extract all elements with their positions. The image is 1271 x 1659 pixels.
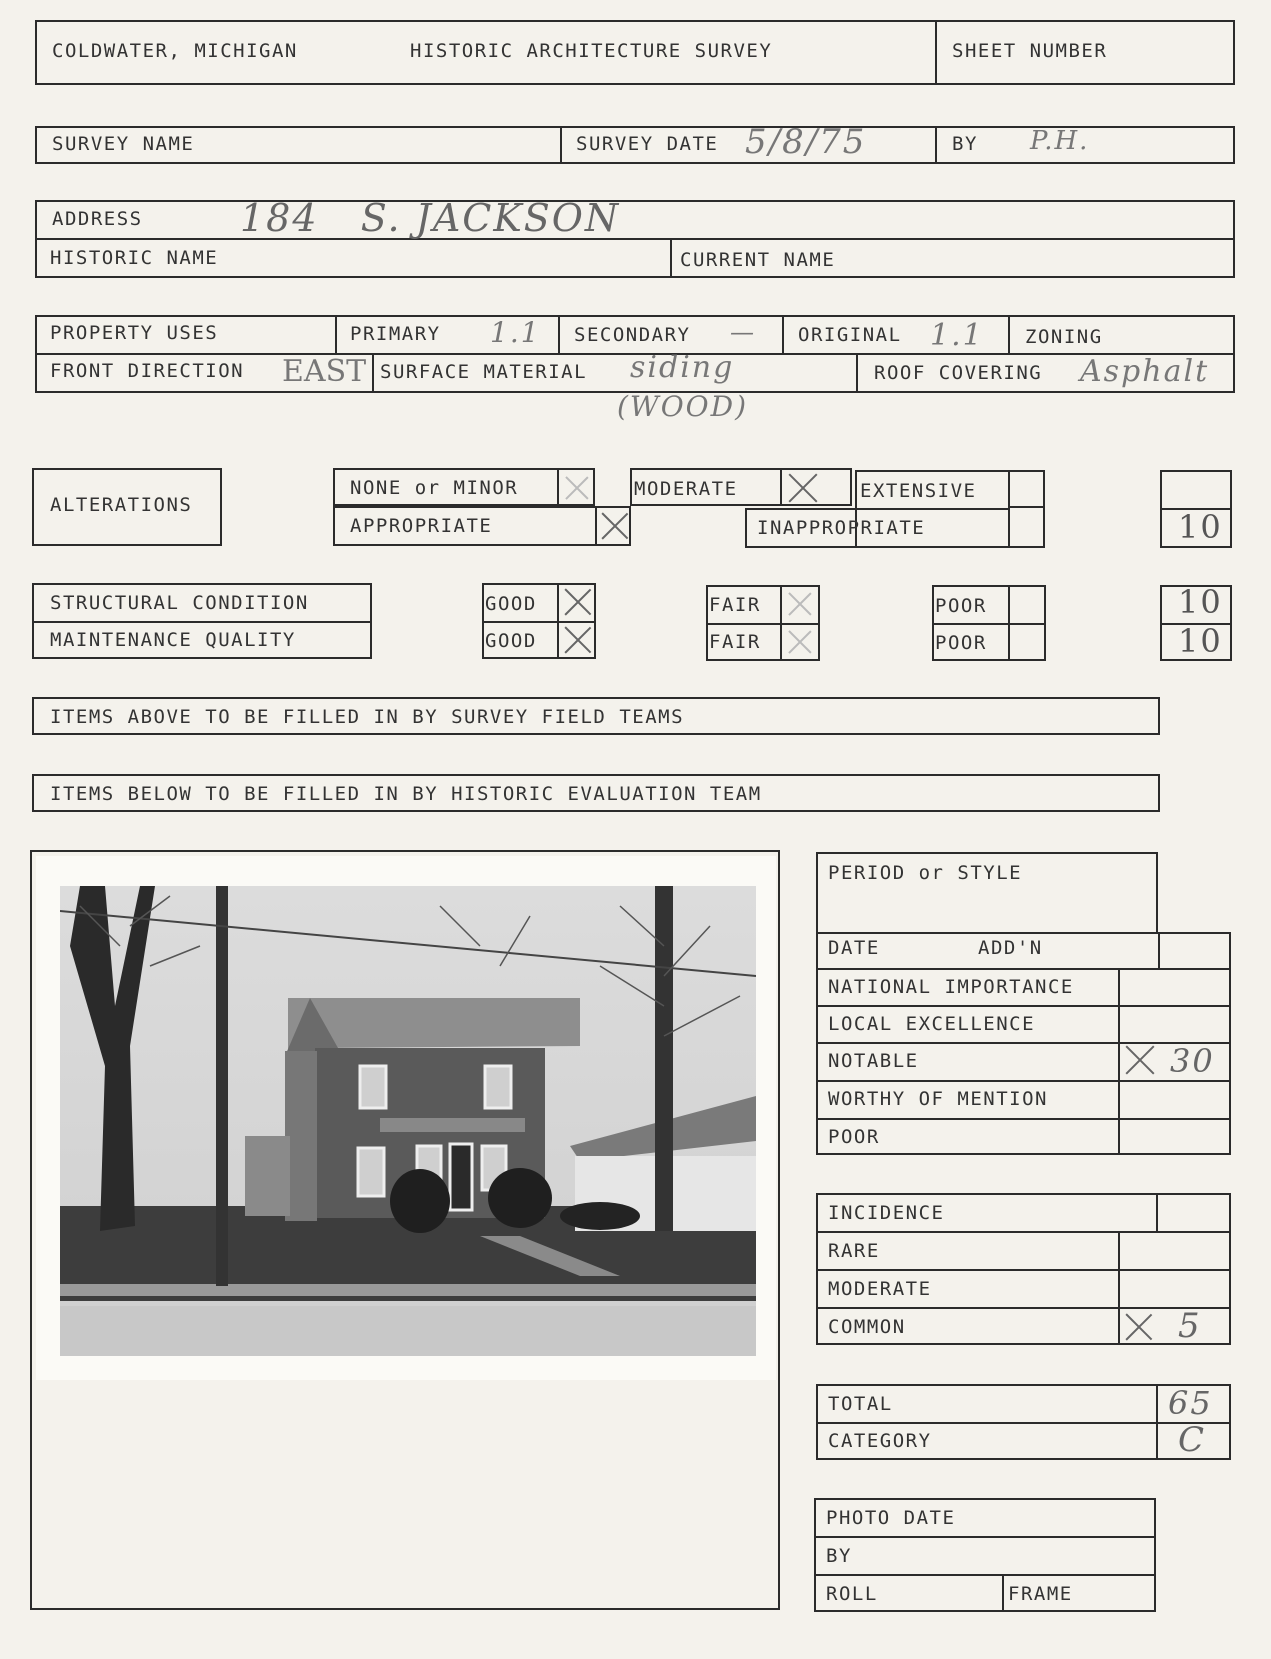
sheet-number-label: SHEET NUMBER	[952, 40, 1108, 62]
incidence-row-div-3	[816, 1307, 1231, 1309]
condition-labels-div	[32, 621, 372, 623]
alt-moderate-cell-div	[780, 468, 782, 506]
maintenance-fair-check-mark	[788, 630, 812, 654]
header-city: COLDWATER, MICHIGAN	[52, 40, 298, 62]
local-excellence-label: LOCAL EXCELLENCE	[828, 1013, 1036, 1035]
incidence-label: INCIDENCE	[828, 1202, 945, 1224]
maintenance-good-label: GOOD	[485, 630, 537, 652]
maintenance-quality-label: MAINTENANCE QUALITY	[50, 629, 296, 651]
alt-score-value: 10	[1178, 508, 1223, 546]
roll-label: ROLL	[826, 1583, 878, 1605]
totals-row-div	[816, 1422, 1231, 1424]
survey-by-value: P.H.	[1030, 126, 1090, 156]
photo-hedge	[560, 1202, 640, 1230]
category-value: C	[1178, 1420, 1207, 1460]
field-teams-note-end	[1158, 697, 1160, 735]
structural-good-label: GOOD	[485, 593, 537, 615]
common-check-mark	[1125, 1313, 1153, 1341]
property-divider-4	[1008, 315, 1010, 353]
evaluation-team-note: ITEMS BELOW TO BE FILLED IN BY HISTORIC EVALUATION TEAM	[50, 783, 762, 805]
alterations-label: ALTERATIONS	[50, 494, 193, 516]
category-label: CATEGORY	[828, 1430, 932, 1452]
photo-window-2	[485, 1066, 511, 1108]
surface-material-label: SURFACE MATERIAL	[380, 361, 588, 383]
fair-row-div	[706, 623, 820, 625]
roof-covering-label: ROOF COVERING	[874, 362, 1043, 384]
front-direction-value: EAST	[282, 354, 367, 389]
total-label: TOTAL	[828, 1393, 893, 1415]
structural-fair-label: FAIR	[709, 594, 761, 616]
photo-info-row-div-2	[814, 1574, 1156, 1576]
photo-porch-roof	[380, 1118, 525, 1132]
eval-row-div-1	[816, 968, 1231, 970]
notable-label: NOTABLE	[828, 1050, 919, 1072]
photo-utility-pole	[216, 886, 228, 1286]
eval-col-div-2	[1158, 932, 1160, 968]
alt-moderate-check-mark	[788, 473, 818, 503]
photo-sidewalk	[60, 1284, 756, 1296]
field-teams-note: ITEMS ABOVE TO BE FILLED IN BY SURVEY FIELD TEAMS	[50, 706, 685, 728]
eval-row-div-3	[816, 1042, 1231, 1044]
survey-divider-2	[935, 126, 937, 164]
incidence-col-div-2	[1156, 1193, 1158, 1231]
alt-extensive-row-div	[1008, 506, 1045, 508]
address-col-divider	[670, 238, 672, 278]
photo-date-label: PHOTO DATE	[826, 1507, 956, 1529]
structural-fair-check-mark	[788, 592, 812, 616]
primary-label: PRIMARY	[350, 323, 441, 345]
alt-appropriate-label: APPROPRIATE	[350, 515, 493, 537]
photo-info-col-div	[1002, 1574, 1004, 1612]
secondary-value: —	[730, 318, 756, 346]
address-label: ADDRESS	[52, 208, 143, 230]
address-value: 184 S. JACKSON	[240, 196, 621, 240]
property-divider-3	[782, 315, 784, 353]
structural-good-check-mark	[564, 588, 592, 616]
eval-row-div-5	[816, 1118, 1231, 1120]
secondary-label: SECONDARY	[574, 324, 691, 346]
front-direction-label: FRONT DIRECTION	[50, 360, 245, 382]
maintenance-poor-label: POOR	[935, 632, 987, 654]
period-style-label: PERIOD or STYLE	[828, 862, 1023, 884]
house-photo	[60, 886, 756, 1356]
date-label: DATE	[828, 937, 880, 959]
structural-poor-label: POOR	[935, 595, 987, 617]
worthy-of-mention-label: WORTHY OF MENTION	[828, 1088, 1048, 1110]
surface-material-value: siding	[630, 350, 735, 385]
survey-by-label: BY	[952, 133, 978, 155]
alt-none-minor-label: NONE or MINOR	[350, 477, 519, 499]
photo-street	[60, 1306, 756, 1356]
property-divider-6	[856, 353, 858, 393]
maintenance-good-check-mark	[564, 626, 592, 654]
alt-appropriate-check-mark	[601, 512, 629, 540]
survey-date-label: SURVEY DATE	[576, 133, 719, 155]
original-value: 1.1	[930, 318, 984, 353]
alt-inappropriate-label: INAPPROPRIATE	[757, 517, 926, 539]
historic-name-label: HISTORIC NAME	[50, 247, 219, 269]
primary-value: 1.1	[490, 316, 541, 349]
incidence-common-label: COMMON	[828, 1316, 906, 1338]
photo-door	[450, 1144, 472, 1210]
structural-score-value: 10	[1178, 583, 1223, 621]
notable-check-mark	[1125, 1045, 1155, 1075]
eval-row-div-2	[816, 1005, 1231, 1007]
alt-appropriate-cell-div	[595, 506, 597, 546]
maintenance-score-value: 10	[1178, 622, 1223, 660]
survey-name-label: SURVEY NAME	[52, 133, 195, 155]
photo-shrub-2	[488, 1168, 552, 1228]
eval-row-div-4	[816, 1080, 1231, 1082]
eval-poor-label: POOR	[828, 1126, 880, 1148]
alt-moderate-label: MODERATE	[634, 478, 738, 500]
poor-row-div	[932, 623, 1046, 625]
photo-tree-right	[655, 886, 673, 1231]
photo-info-row-div-1	[814, 1536, 1156, 1538]
structural-condition-label: STRUCTURAL CONDITION	[50, 592, 309, 614]
incidence-moderate-label: MODERATE	[828, 1278, 932, 1300]
header-divider	[935, 20, 937, 85]
eval-col-div-1	[1118, 968, 1120, 1155]
alt-extensive-label: EXTENSIVE	[860, 480, 977, 502]
property-divider-1	[335, 315, 337, 353]
survey-divider-1	[560, 126, 562, 164]
incidence-row-div-1	[816, 1231, 1231, 1233]
property-divider-2	[558, 315, 560, 353]
common-score: 5	[1178, 1306, 1202, 1346]
total-value: 65	[1168, 1384, 1213, 1422]
address-row-divider	[35, 238, 1235, 240]
alt-none-check-mark	[565, 476, 589, 500]
surface-material-value-2: (WOOD)	[617, 390, 748, 423]
frame-label: FRAME	[1008, 1583, 1073, 1605]
incidence-rare-label: RARE	[828, 1240, 880, 1262]
survey-date-value: 5/8/75	[745, 122, 867, 162]
maintenance-fair-label: FAIR	[709, 631, 761, 653]
photo-house-addition	[245, 1136, 290, 1216]
photo-shrub-1	[390, 1169, 450, 1233]
incidence-row-div-2	[816, 1269, 1231, 1271]
property-divider-5	[372, 353, 374, 393]
roof-covering-value: Asphalt	[1080, 354, 1210, 389]
zoning-label: ZONING	[1025, 326, 1103, 348]
header-survey-title: HISTORIC ARCHITECTURE SURVEY	[410, 40, 773, 62]
national-importance-label: NATIONAL IMPORTANCE	[828, 976, 1074, 998]
photo-window-3	[358, 1148, 384, 1196]
evaluation-note-end	[1158, 774, 1160, 812]
alt-none-cell-div	[557, 468, 559, 506]
addn-label: ADD'N	[978, 937, 1043, 959]
current-name-label: CURRENT NAME	[680, 249, 836, 271]
original-label: ORIGINAL	[798, 324, 902, 346]
good-row-div	[482, 621, 596, 623]
notable-score: 30	[1170, 1042, 1215, 1080]
incidence-col-div	[1118, 1231, 1120, 1345]
photo-by-label: BY	[826, 1545, 852, 1567]
photo-window-1	[360, 1066, 386, 1108]
property-uses-label: PROPERTY USES	[50, 322, 219, 344]
